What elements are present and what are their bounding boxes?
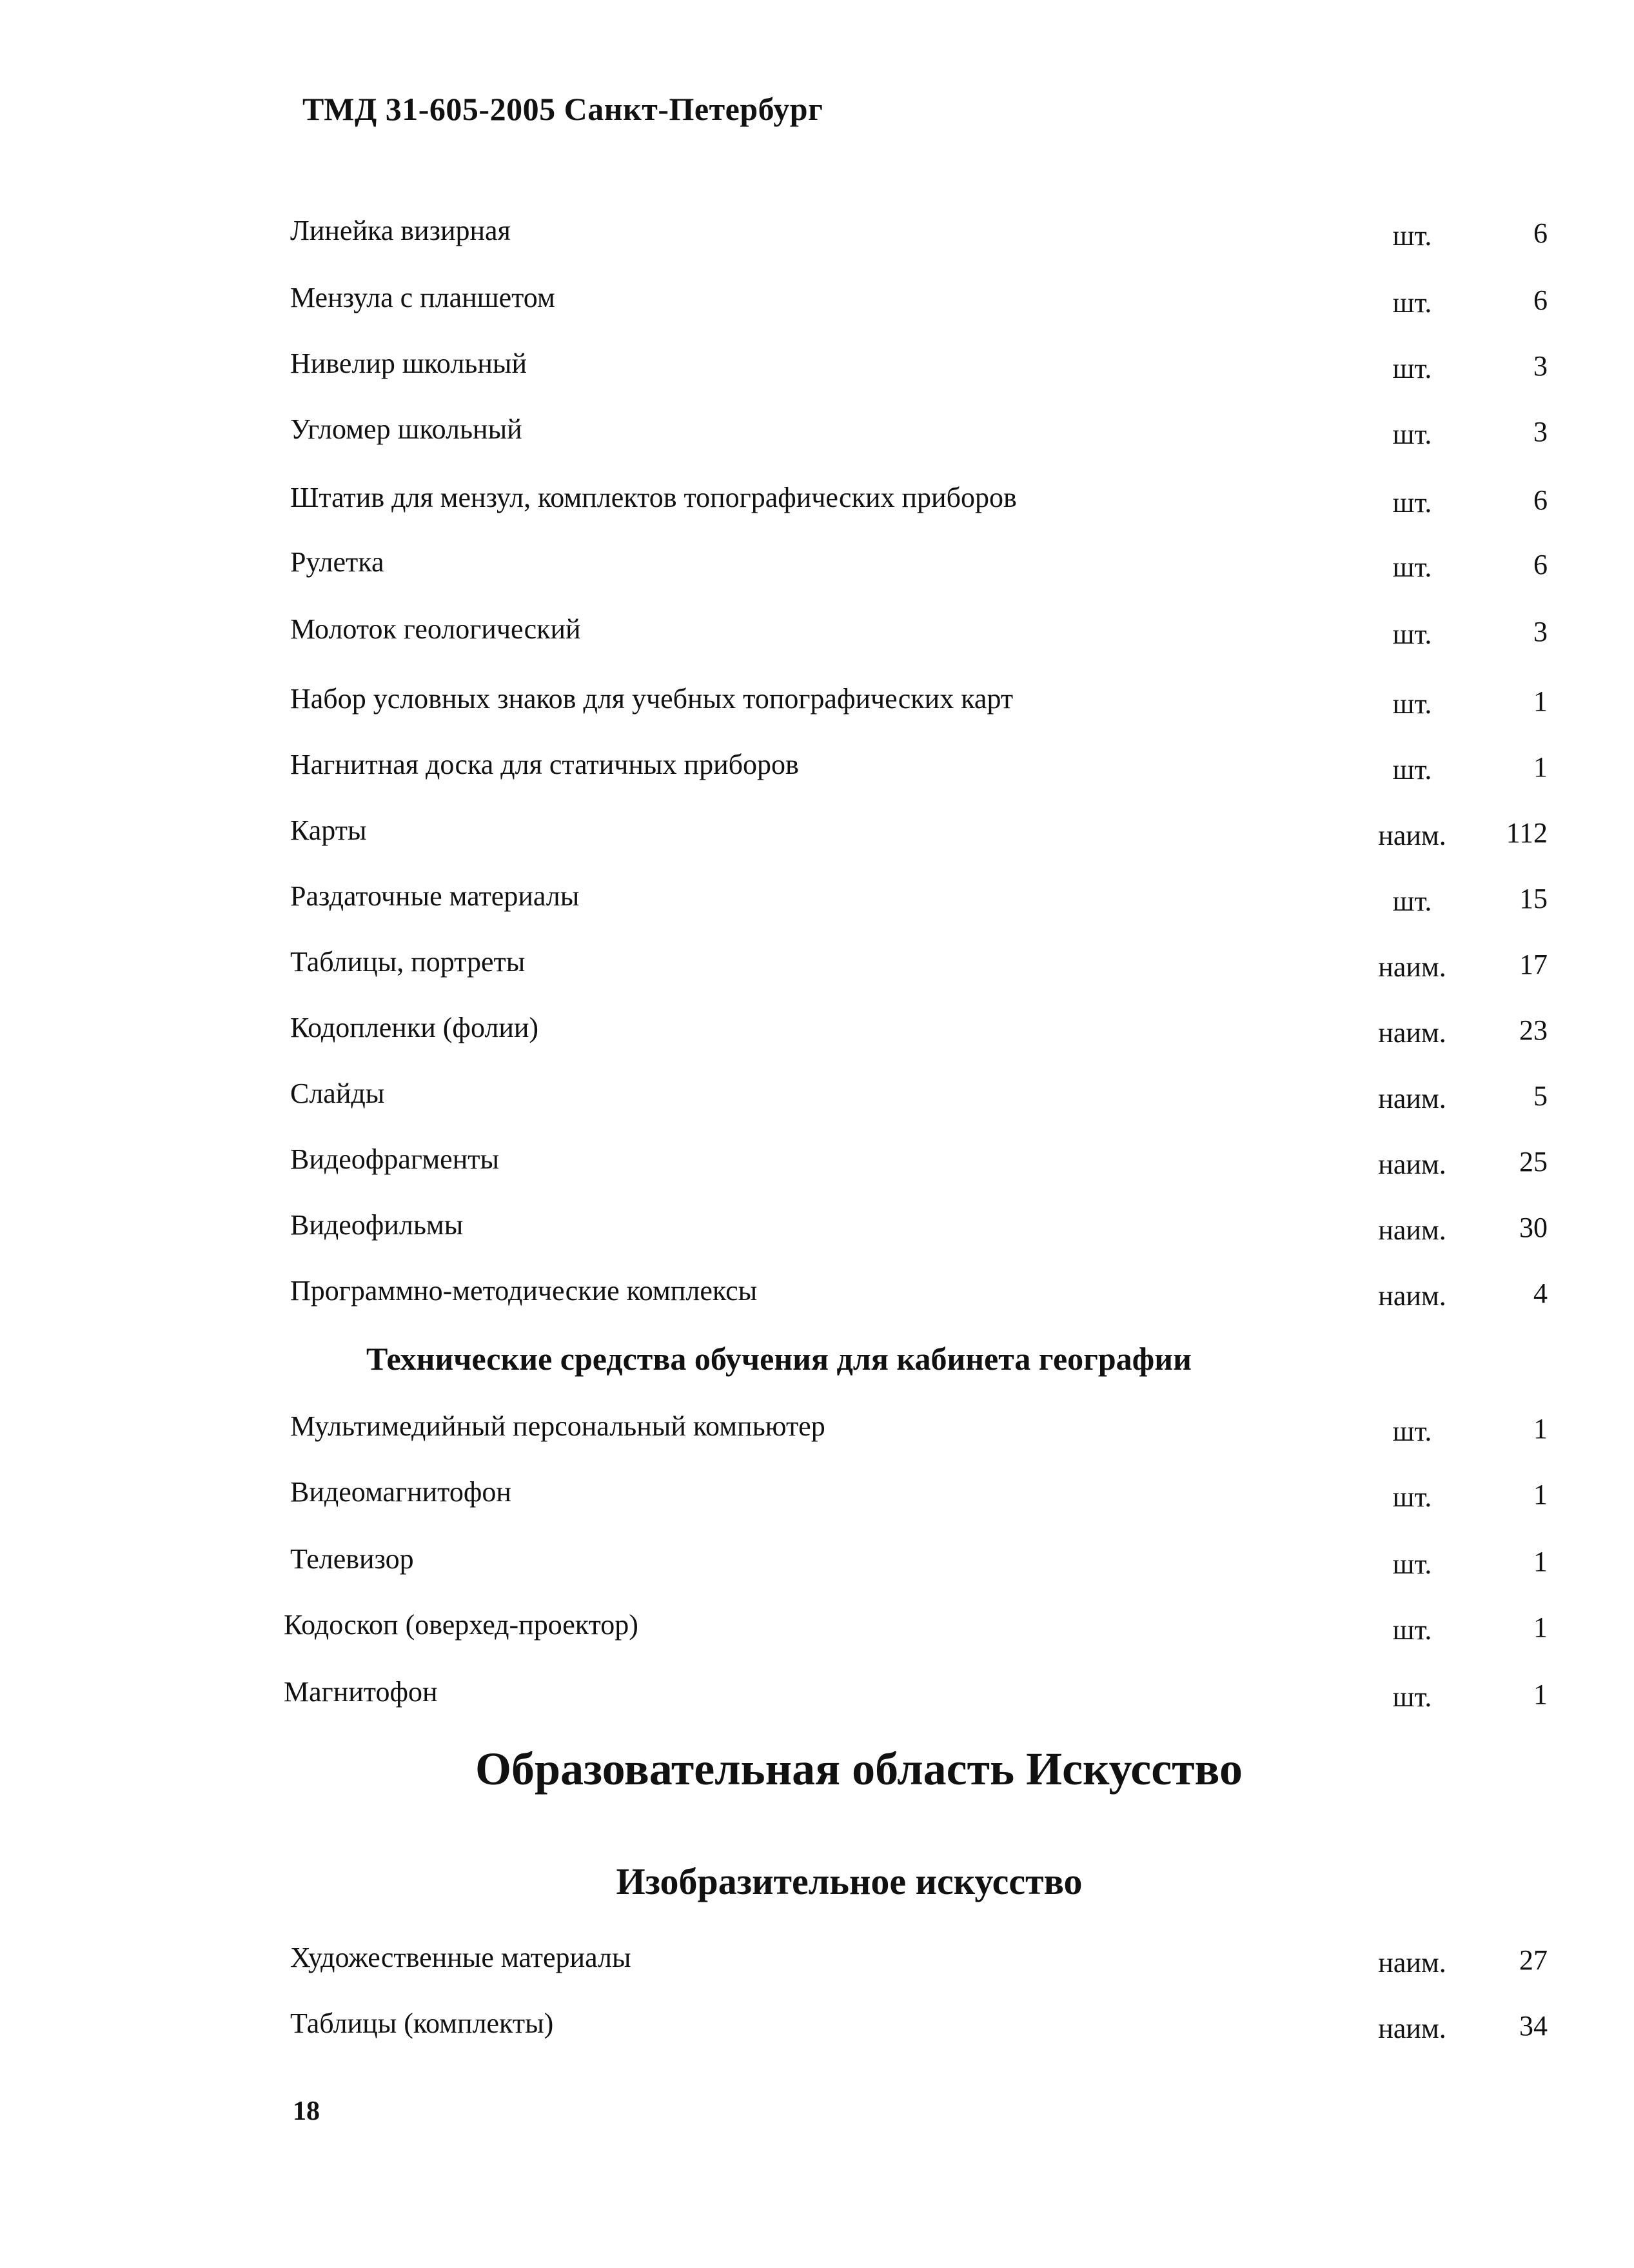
item-unit: шт. [1392, 885, 1432, 917]
item-qty: 17 [1519, 949, 1548, 980]
item-unit: наим. [1378, 1280, 1446, 1312]
list-item [0, 613, 1634, 658]
item-name: Таблицы, портреты [290, 946, 526, 978]
list-item [0, 1475, 1634, 1521]
item-unit: наим. [1378, 1947, 1446, 1978]
item-name: Рулетка [290, 546, 384, 578]
item-unit: шт. [1392, 688, 1432, 720]
item-unit: шт. [1392, 287, 1432, 319]
item-unit: шт. [1392, 419, 1432, 450]
item-qty: 1 [1533, 1413, 1548, 1445]
page-number: 18 [293, 2096, 320, 2126]
item-qty: 30 [1519, 1212, 1548, 1243]
subsection-title: Изобразительное искусство [616, 1860, 1083, 1902]
item-qty: 1 [1533, 1679, 1548, 1710]
list-item [0, 413, 1634, 458]
item-qty: 1 [1533, 1546, 1548, 1577]
item-unit: шт. [1392, 1681, 1432, 1713]
item-unit: шт. [1392, 1614, 1432, 1646]
list-item [0, 814, 1634, 859]
item-name: Карты [290, 814, 367, 846]
list-item [0, 1543, 1634, 1588]
item-qty: 25 [1519, 1146, 1548, 1178]
item-name: Мультимедийный персональный компьютер [290, 1410, 825, 1442]
item-unit: шт. [1392, 618, 1432, 650]
list-item [0, 945, 1634, 991]
item-name: Угломер школьный [290, 413, 522, 445]
list-item [0, 1608, 1634, 1653]
item-qty: 34 [1519, 2010, 1548, 2042]
item-unit: наим. [1378, 951, 1446, 983]
item-unit: шт. [1392, 1415, 1432, 1447]
list-item [0, 1208, 1634, 1254]
item-name: Нивелир школьный [290, 348, 527, 379]
item-unit: наим. [1378, 820, 1446, 851]
list-item [0, 1143, 1634, 1188]
item-qty: 6 [1533, 484, 1548, 516]
list-item [0, 748, 1634, 793]
item-unit: шт. [1392, 551, 1432, 583]
item-name: Видеофрагменты [290, 1143, 500, 1175]
list-item [0, 546, 1634, 591]
item-qty: 1 [1533, 1612, 1548, 1643]
item-qty: 3 [1533, 616, 1548, 647]
item-name: Магнитофон [284, 1676, 438, 1708]
item-unit: шт. [1392, 1481, 1432, 1513]
list-item [0, 1675, 1634, 1721]
item-name: Видеофильмы [290, 1209, 464, 1241]
list-item [0, 880, 1634, 925]
item-name: Штатив для мензул, комплектов топографических приборов [290, 482, 1017, 513]
item-name: Раздаточные материалы [290, 880, 580, 912]
item-qty: 6 [1533, 284, 1548, 316]
item-unit: шт. [1392, 353, 1432, 384]
list-item [0, 214, 1634, 259]
item-unit: наим. [1378, 1149, 1446, 1180]
item-qty: 5 [1533, 1080, 1548, 1112]
item-unit: шт. [1392, 487, 1432, 518]
item-unit: шт. [1392, 1548, 1432, 1580]
list-item [0, 682, 1634, 727]
item-unit: наим. [1378, 1017, 1446, 1049]
item-qty: 15 [1519, 883, 1548, 914]
item-name: Мензула с планшетом [290, 282, 555, 313]
item-name: Набор условных знаков для учебных топографических карт [290, 683, 1014, 715]
item-qty: 23 [1519, 1014, 1548, 1046]
document-header: ТМД 31-605-2005 Санкт-Петербург [302, 91, 823, 127]
list-item [0, 281, 1634, 326]
item-name: Кодоскоп (оверхед-проектор) [284, 1609, 638, 1641]
list-item [0, 1011, 1634, 1056]
item-name: Линейка визирная [290, 215, 511, 246]
item-name: Молоток геологический [290, 613, 581, 645]
item-name: Художественные материалы [290, 1942, 631, 1973]
item-unit: наим. [1378, 1083, 1446, 1114]
tech-heading: Технические средства обучения для кабинета географии [366, 1341, 1192, 1377]
item-name: Программно-методические комплексы [290, 1275, 758, 1307]
item-qty: 1 [1533, 1479, 1548, 1510]
list-item [0, 1274, 1634, 1319]
section-title: Образовательная область Искусство [475, 1743, 1243, 1795]
item-qty: 3 [1533, 350, 1548, 382]
item-qty: 1 [1533, 751, 1548, 783]
item-qty: 3 [1533, 416, 1548, 448]
list-item [0, 1410, 1634, 1455]
item-name: Телевизор [290, 1543, 414, 1575]
item-unit: наим. [1378, 2013, 1446, 2044]
list-item [0, 1941, 1634, 1986]
item-unit: шт. [1392, 754, 1432, 785]
item-name: Видеомагнитофон [290, 1476, 511, 1508]
item-unit: шт. [1392, 220, 1432, 251]
item-name: Нагнитная доска для статичных приборов [290, 749, 799, 780]
item-name: Кодопленки (фолии) [290, 1012, 539, 1043]
list-item [0, 2007, 1634, 2052]
item-qty: 27 [1519, 1944, 1548, 1976]
item-name: Таблицы (комплекты) [290, 2007, 554, 2039]
list-item [0, 347, 1634, 392]
item-unit: наим. [1378, 1214, 1446, 1246]
item-qty: 4 [1533, 1277, 1548, 1309]
item-name: Слайды [290, 1078, 385, 1109]
item-qty: 112 [1506, 817, 1548, 849]
list-item [0, 1077, 1634, 1122]
item-qty: 6 [1533, 549, 1548, 580]
list-item [0, 481, 1634, 526]
item-qty: 1 [1533, 685, 1548, 717]
item-qty: 6 [1533, 217, 1548, 249]
